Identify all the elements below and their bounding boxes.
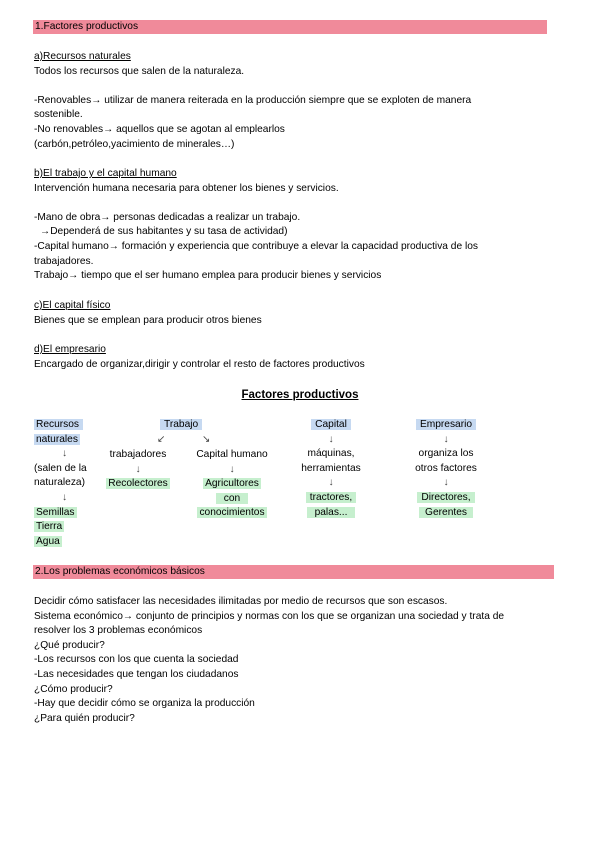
section-d-intro: Encargado de organizar,dirigir y controlar el resto de factores productivos (34, 358, 365, 370)
trabajo-label (160, 418, 202, 433)
diagram-col-trabajadores (98, 448, 178, 492)
recursos-example: Agua (36, 535, 60, 547)
section-2-line: -Hay que decidir cómo se organiza la producción (34, 698, 255, 710)
section-b (34, 167, 554, 284)
recursos-label-2: naturales (36, 433, 78, 445)
recursos-example: Tierra (36, 521, 63, 533)
recursos-arrow-1: ↓ (62, 448, 68, 460)
diagram-col-empresario (402, 418, 490, 520)
empresario-desc-2: otros factores (415, 462, 477, 474)
capital-desc-2: herramientas (301, 462, 361, 474)
section-2-line: Decidir cómo satisfacer las necesidades ilimitadas por medio de recursos que son escasos. (34, 596, 448, 607)
trabajo-arrow-right: ↘ (202, 434, 211, 445)
empresario-label: Empresario (416, 419, 476, 430)
diagram-col-capital (287, 418, 375, 520)
section-b-heading: b)El trabajo y el capital humano (34, 168, 177, 179)
section-c-heading: c)El capital físico (34, 300, 111, 311)
section-2-line: ¿Qué producir? (34, 639, 105, 651)
capital-arrow-1: ↓ (328, 433, 334, 445)
section-2-body (34, 595, 554, 726)
section-2-line: resolver los 3 problemas económicos (34, 625, 203, 637)
mano-de-obra-line: -Mano de obra→ personas dedicadas a realizar un trabajo. (34, 211, 301, 223)
no-renovables-line-2: (carbón,petróleo,yacimiento de minerales…) (34, 138, 235, 150)
recursos-note-2: naturaleza) (34, 477, 85, 489)
section-1-title: 1.Factores productivos (33, 20, 547, 34)
empresario-arrow-1: ↓ (443, 433, 449, 445)
section-a (34, 50, 554, 152)
capital-humano-line-2: trabajadores. (34, 255, 94, 267)
section-d (34, 343, 554, 372)
section-2-line: -Las necesidades que tengan los ciudadanos (34, 668, 239, 680)
empresario-example: Gerentes (419, 507, 473, 518)
trabajadores-label: trabajadores (109, 449, 167, 460)
recursos-arrow-2: ↓ (62, 491, 68, 503)
dependera-line: →Dependerá de sus habitantes y su tasa de actividad) (40, 226, 288, 238)
trabajo-arrow-left: ↙ (157, 434, 166, 445)
capital-example: tractores, (306, 492, 356, 503)
capital-humano-arrow: ↓ (229, 463, 235, 475)
section-b-intro: Intervención humana necesaria para obtener los bienes y servicios. (34, 182, 339, 194)
section-2-line: Sistema económico→ conjunto de principios y normas con los que se organizan una sociedad y trata de (34, 610, 505, 622)
section-a-intro: Todos los recursos que salen de la naturaleza. (34, 65, 245, 77)
no-renovables-line-1: -No renovables→ aquellos que se agotan al emplearlos (34, 123, 285, 135)
section-2-line: ¿Cómo producir? (34, 683, 113, 695)
section-c (34, 299, 554, 328)
agricultores-line: conocimientos (199, 507, 265, 519)
empresario-desc-1: organiza los (418, 448, 474, 460)
agricultores-line: con (216, 493, 248, 504)
section-2-title: 2.Los problemas económicos básicos (33, 565, 554, 579)
diagram-title: Factores productivos (241, 389, 359, 401)
recursos-label-1: Recursos (34, 419, 83, 430)
empresario-example: Directores, (417, 492, 474, 503)
trabajo-line: Trabajo→ tiempo que el ser humano emplea para producir bienes y servicios (34, 270, 382, 282)
section-2-line: ¿Para quién producir? (34, 712, 135, 724)
recursos-example: Semillas (36, 506, 75, 518)
agricultores-line: Agricultores (205, 478, 259, 490)
renovables-line-1: -Renovables→ utilizar de manera reiterada en la producción siempre que se exploten de manera (34, 94, 472, 106)
trabajadores-arrow: ↓ (135, 463, 141, 475)
recursos-note-1: (salen de la (34, 462, 87, 474)
section-c-intro: Bienes que se emplean para producir otros bienes (34, 314, 262, 326)
capital-humano-line-1: -Capital humano→ formación y experiencia que contribuye a elevar la capacidad productiva de los (34, 240, 478, 252)
section-a-heading: a)Recursos naturales (34, 51, 131, 62)
capital-example: palas... (307, 507, 356, 518)
recolectores-label: Recolectores (108, 478, 168, 490)
diagram-col-recursos (34, 418, 87, 549)
capital-arrow-2: ↓ (328, 477, 334, 489)
diagram-col-capital-humano (184, 448, 280, 521)
renovables-line-2: sostenible. (34, 109, 83, 121)
capital-label: Capital (311, 419, 351, 430)
section-2-line: -Los recursos con los que cuenta la sociedad (34, 654, 239, 666)
section-d-heading: d)El empresario (34, 344, 106, 355)
capital-desc-1: máquinas, (307, 448, 355, 460)
trabajo-label-text: Trabajo (160, 419, 202, 430)
empresario-arrow-2: ↓ (443, 477, 449, 489)
capital-humano-label: Capital humano (196, 449, 268, 460)
